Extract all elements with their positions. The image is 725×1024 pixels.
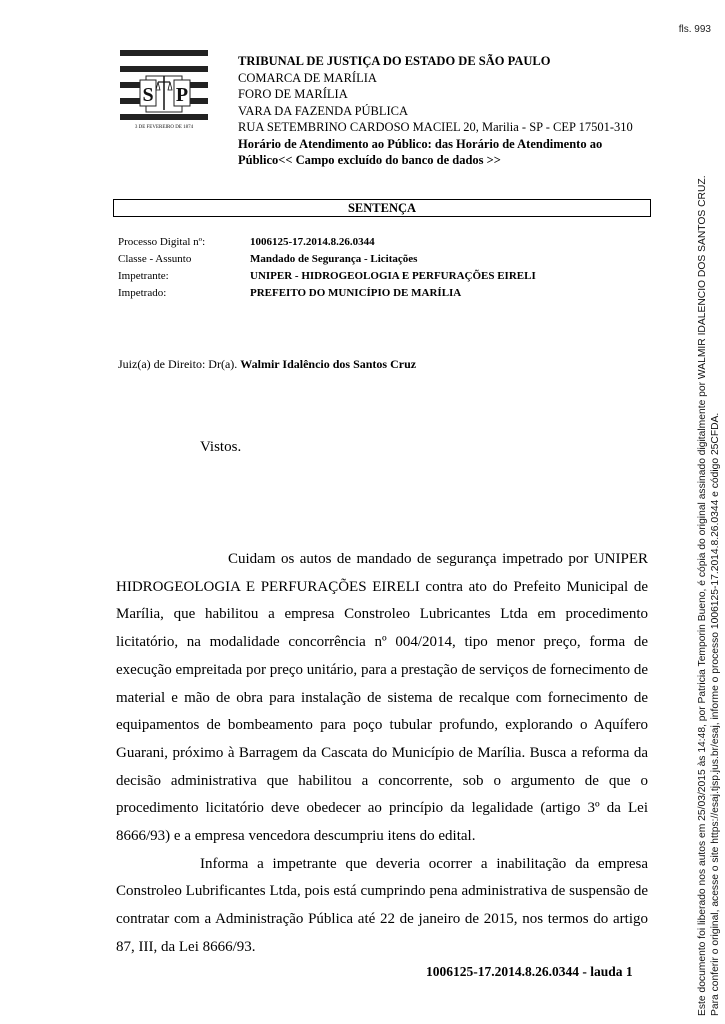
process-value: PREFEITO DO MUNICÍPIO DE MARÍLIA: [250, 287, 462, 299]
verification-note-line: Para conferir o original, acesse o site https://esaj.tjsp.jus.br/esaj, informe o processo 1006125-17.2014.8.26.0344 e código 25CFDA.: [710, 412, 721, 1016]
court-seal-logo: [118, 46, 210, 132]
process-label: Impetrante:: [118, 270, 169, 282]
foro: FORO DE MARÍLIA: [238, 87, 348, 101]
process-label: Processo Digital nº:: [118, 236, 206, 248]
digital-signature-note: [696, 116, 722, 1016]
process-value: UNIPER - HIDROGEOLOGIA E PERFURAÇÕES EIRELI: [250, 270, 536, 282]
court-header: [238, 53, 658, 169]
document-type-box: SENTENÇA: [113, 199, 651, 217]
process-info-row: [118, 285, 536, 302]
svg-text:3 DE FEVEREIRO DE 1874: 3 DE FEVEREIRO DE 1874: [134, 125, 194, 130]
judge-prefix: Juiz(a) de Direito: Dr(a).: [118, 357, 238, 371]
process-value: 1006125-17.2014.8.26.0344: [250, 236, 375, 248]
judge-line: [118, 357, 416, 372]
document-body: [116, 546, 648, 962]
court-address: RUA SETEMBRINO CARDOSO MACIEL 20, Marilia - SP - CEP 17501-310: [238, 120, 633, 134]
process-value: Mandado de Segurança - Licitações: [250, 253, 418, 265]
page-footer: 1006125-17.2014.8.26.0344 - lauda 1: [426, 964, 633, 979]
comarca: COMARCA DE MARÍLIA: [238, 70, 377, 85]
vistos-heading: Vistos.: [200, 439, 242, 455]
vara: VARA DA FAZENDA PÚBLICA: [238, 103, 409, 118]
judge-name: Walmir Idalêncio dos Santos Cruz: [240, 357, 417, 371]
process-label: Classe - Assunto: [118, 253, 192, 265]
process-info-row: [118, 251, 536, 268]
signature-note-line: Este documento foi liberado nos autos em 25/03/2015 às 14:48, por Patricia Temporin Bueno, é cópia do original assinado digitalmente por WALMIR IDALENCIO DOS SANTOS CRUZ.: [697, 175, 708, 1016]
svg-text:S: S: [142, 84, 154, 106]
process-info-row: [118, 234, 536, 251]
process-label: Impetrado:: [118, 287, 167, 299]
body-paragraph: Informa a impetrante que deveria ocorrer a inabilitação da empresa Constroleo Lubrificantes Ltda, pois está cumprindo pena administrativa de suspensão de contratar com a Administração Pública até 22 de janeiro de 2015, nos termos do artigo 87, III, da Lei 8666/93.: [116, 855, 648, 955]
office-hours: Horário de Atendimento ao Público: das Horário de Atendimento ao Público<< Campo excluído do banco de dados >>: [238, 136, 603, 167]
page-number: fls. 993: [678, 24, 711, 35]
svg-text:P: P: [175, 84, 189, 106]
court-name: TRIBUNAL DE JUSTIÇA DO ESTADO DE SÃO PAULO: [238, 54, 551, 68]
svg-text:TRIBUNAL DE JUSTIÇA: TRIBUNAL DE JUSTIÇA: [132, 57, 196, 63]
process-info: [118, 234, 536, 302]
process-info-row: [118, 268, 536, 285]
body-paragraph: Cuidam os autos de mandado de segurança impetrado por UNIPER HIDROGEOLOGIA E PERFURAÇÕES EIRELI contra ato do Prefeito Municipal de Marília, que habilitou a empresa Constroleo Lubricantes Ltda em procedimento licitatório, na modalidade concorrência nº 004/2014, tipo menor preço, forma de execução empreitada por preço unitário, para a prestação de serviços de fornecimento de material e mão de obra para instalação de sistema de recalque com fornecimento de equipamentos de bombeamento para poço tubular profundo, explorando o Aquífero Guarani, próximo à Barragem da Cascata do Município de Marília. Busca a reforma da decisão administrativa que habilitou a concorrente, sob o argumento de que o procedimento licitatório deve obedecer ao princípio da legalidade (artigo 3º da Lei 8666/93) e a empresa vencedora descumpriu itens do edital.: [116, 551, 648, 845]
